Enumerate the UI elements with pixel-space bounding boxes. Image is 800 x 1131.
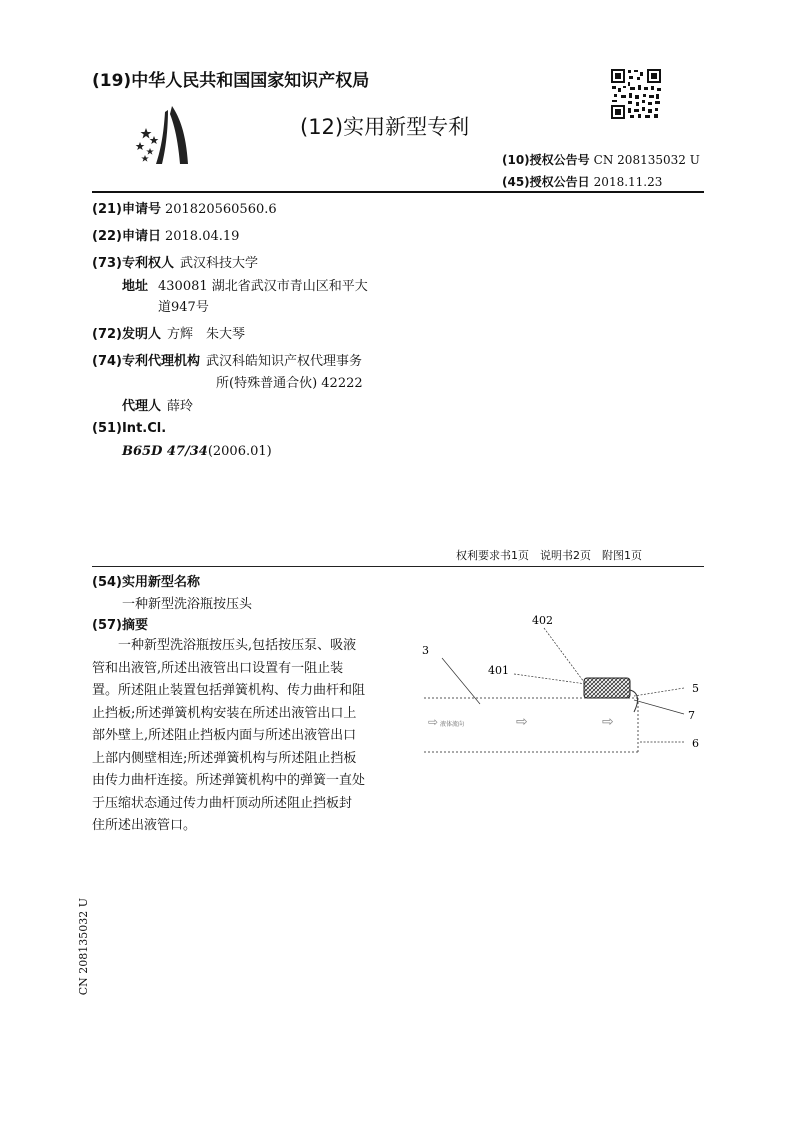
- ref-label-401: 401: [488, 664, 509, 677]
- abstract-line: 由传力曲杆连接。所述弹簧机构中的弹簧一直处: [92, 773, 366, 788]
- ref-label-6: 6: [692, 737, 699, 750]
- pub-date-row: [502, 173, 662, 190]
- leader-7: [634, 700, 684, 714]
- page-count: 权利要求书1页 说明书2页 附图1页: [456, 549, 642, 562]
- office-name: (19)中华人民共和国国家知识产权局: [92, 71, 370, 91]
- abstract-text: [92, 635, 412, 838]
- header-divider: [92, 191, 704, 193]
- side-patent-code: CN 208135032 U: [77, 898, 90, 996]
- leader-5: [634, 688, 684, 696]
- agent-row: [122, 395, 193, 414]
- abstract-line: 上部内侧壁相连;所述弹簧机构与所述阻止挡板: [92, 750, 357, 766]
- spring-mechanism: [584, 678, 630, 698]
- pub-number: CN 208135032 U: [593, 153, 700, 167]
- abstract-label: (57)摘要: [92, 618, 148, 633]
- pub-date: 2018.11.23: [593, 175, 663, 189]
- app-number: 201820560560.6: [164, 202, 277, 217]
- agency-row: [92, 350, 362, 369]
- flow-arrow-icon: ⇨: [602, 714, 614, 730]
- abstract-line: 部外壁上,所述阻止挡板内面与所述出液管出口: [92, 728, 357, 743]
- abstract-figure: [420, 608, 710, 768]
- app-number-label: (21)申请号: [92, 202, 161, 217]
- document-type: (12)实用新型专利: [300, 115, 470, 139]
- intcl-version: (2006.01): [207, 444, 272, 459]
- abstract-line: 管和出液管,所述出液管出口设置有一阻止装: [92, 660, 344, 676]
- ref-label-402: 402: [532, 614, 553, 627]
- app-number-row: [92, 198, 277, 217]
- leader-402: [544, 628, 584, 682]
- leader-401: [514, 674, 586, 684]
- abstract-line: 置。所述阻止装置包括弹簧机构、传力曲杆和阻: [92, 683, 366, 698]
- intcl-row: [122, 444, 272, 459]
- patentee-row: [92, 252, 258, 271]
- abstract-line: 一种新型洗浴瓶按压头,包括按压泵、吸液: [118, 638, 357, 653]
- intcl-label: (51)Int.Cl.: [92, 421, 167, 436]
- ref-label-7: 7: [688, 709, 695, 722]
- agency-label: (74)专利代理机构: [92, 354, 200, 369]
- app-date: 2018.04.19: [164, 229, 240, 244]
- leader-3: [442, 658, 480, 704]
- pub-date-label: (45)授权公告日: [502, 175, 590, 189]
- abstract-line: 止挡板;所述弹簧机构安装在所述出液管出口上: [92, 705, 357, 721]
- address-line-1: 430081 湖北省武汉市青山区和平大: [158, 279, 368, 294]
- title-label: (54)实用新型名称: [92, 575, 200, 590]
- app-date-row: [92, 225, 239, 244]
- address-label: 地址: [122, 279, 149, 294]
- pub-number-row: [502, 151, 700, 168]
- address-line-2: 道947号: [158, 300, 209, 315]
- section-divider: [92, 566, 704, 567]
- flow-arrow-icon: ⇨: [428, 715, 439, 729]
- agent: 薛玲: [167, 399, 194, 414]
- inventor-row: [92, 323, 245, 342]
- intcl-code: B65D 47/34: [122, 444, 208, 459]
- flow-label: 液体流向: [440, 721, 465, 728]
- patentee-label: (73)专利权人: [92, 256, 174, 271]
- flow-arrow-icon: ⇨: [516, 714, 528, 730]
- agent-label: 代理人: [122, 399, 162, 414]
- ref-label-5: 5: [692, 682, 699, 695]
- abstract-line: 于压缩状态通过传力曲杆顶动所述阻止挡板封: [92, 795, 353, 811]
- abstract-line: 住所述出液管口。: [92, 818, 197, 833]
- agency-line-2: 所(特殊普通合伙) 42222: [216, 376, 363, 391]
- app-date-label: (22)申请日: [92, 229, 161, 244]
- ref-label-3: 3: [422, 644, 429, 657]
- utility-model-title: 一种新型洗浴瓶按压头: [122, 597, 253, 612]
- agency-line-1: 武汉科皓知识产权代理事务: [205, 354, 362, 369]
- cnipa-logo-icon: [132, 104, 200, 168]
- pub-number-label: (10)授权公告号: [502, 153, 590, 167]
- patentee: 武汉科技大学: [179, 256, 258, 271]
- qr-code-icon: [610, 68, 662, 120]
- inventors: 方辉 朱大琴: [166, 327, 245, 342]
- inventor-label: (72)发明人: [92, 327, 161, 342]
